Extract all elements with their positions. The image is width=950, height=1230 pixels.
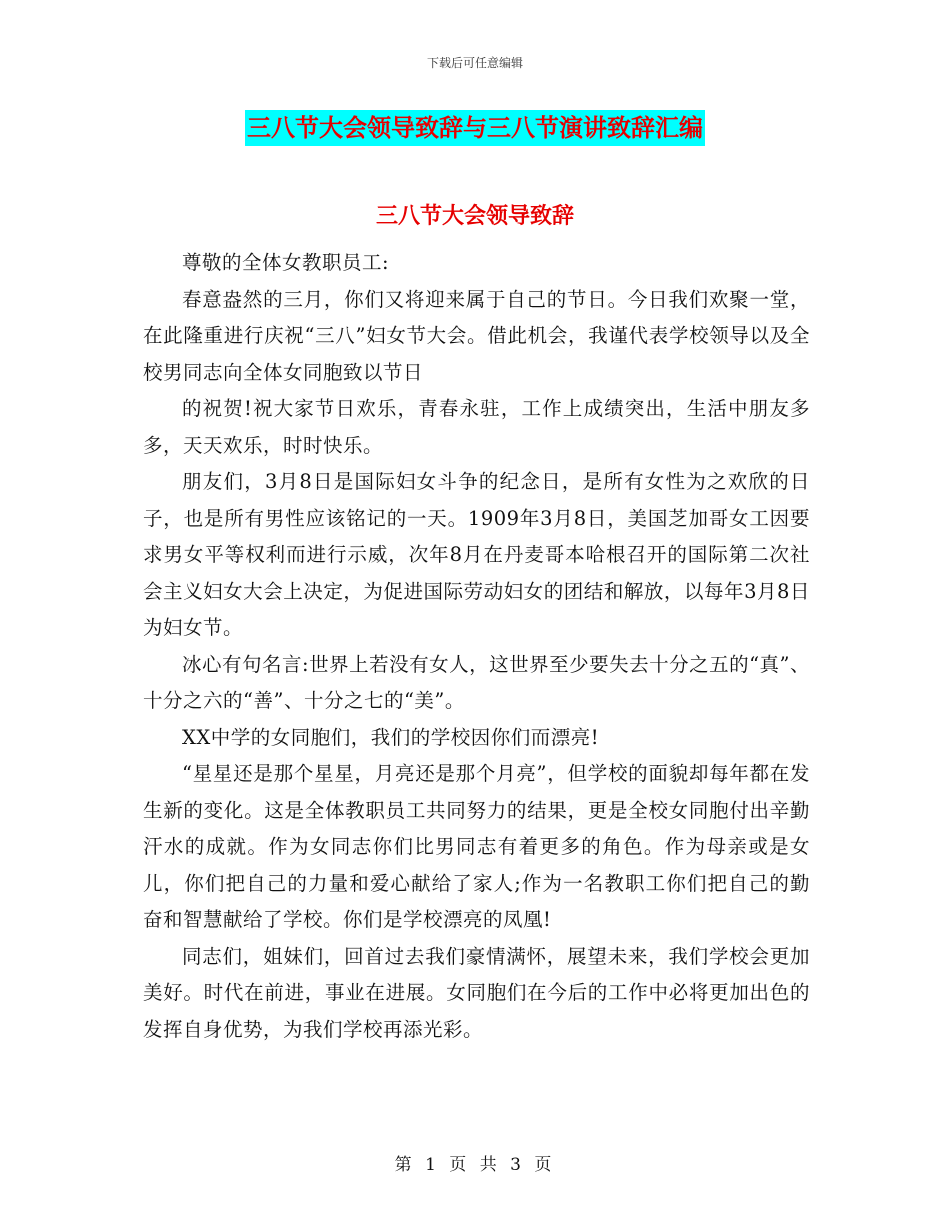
main-title-wrap <box>0 110 950 146</box>
paragraph: XX中学的女同胞们，我们的学校因你们而漂亮! <box>182 725 600 749</box>
page-footer: 第 1 页 共 3 页 <box>394 1155 556 1175</box>
paragraph: “星星还是那个星星，月亮还是那个月亮”，但学校的面貌却每年都在发生新的变化。这是全体教职员工共同努力的结果，更是全校女同胞付出辛勤汗水的成就。作为女同志你们比男同志有着更多的角色。作为母亲或是女儿，你们把自己的力量和爱心献给了家人;作为一名教职工你们把自己的勤奋和智慧献给了学校。你们是学校漂亮的凤凰! <box>143 762 810 931</box>
paragraph: 朋友们，3月8日是国际妇女斗争的纪念日，是所有女性为之欢欣的日子，也是所有男性应该铭记的一天。1909年3月8日，美国芝加哥女工因要求男女平等权利而进行示威，次年8月在丹麦哥本哈根召开的国际第二次社会主义妇女大会上决定，为促进国际劳动妇女的团结和解放，以每年3月8日为妇女节。 <box>143 470 810 639</box>
paragraph: 春意盎然的三月，你们又将迎来属于自己的节日。今日我们欢聚一堂，在此隆重进行庆祝“三八”妇女节大会。借此机会，我谨代表学校领导以及全校男同志向全体女同胞致以节日 <box>143 287 810 384</box>
paragraph: 冰心有句名言:世界上若没有女人，这世界至少要失去十分之五的“真”、十分之六的“善”、十分之七的“美”。 <box>143 652 811 712</box>
main-title: 三八节大会领导致辞与三八节演讲致辞汇编 <box>245 110 705 146</box>
paragraph: 的祝贺!祝大家节日欢乐，青春永驻，工作上成绩突出，生活中朋友多多，天天欢乐，时时快乐。 <box>143 397 810 457</box>
header-note: 下载后可任意编辑 <box>426 56 523 70</box>
document-body <box>143 245 810 1048</box>
section-title: 三八节大会领导致辞 <box>375 204 574 229</box>
paragraph: 同志们，姐妹们，回首过去我们豪情满怀，展望未来，我们学校会更加美好。时代在前进，事业在进展。女同胞们在今后的工作中必将更加出色的发挥自身优势，为我们学校再添光彩。 <box>143 944 810 1041</box>
paragraph-salutation: 尊敬的全体女教职员工: <box>182 251 390 274</box>
